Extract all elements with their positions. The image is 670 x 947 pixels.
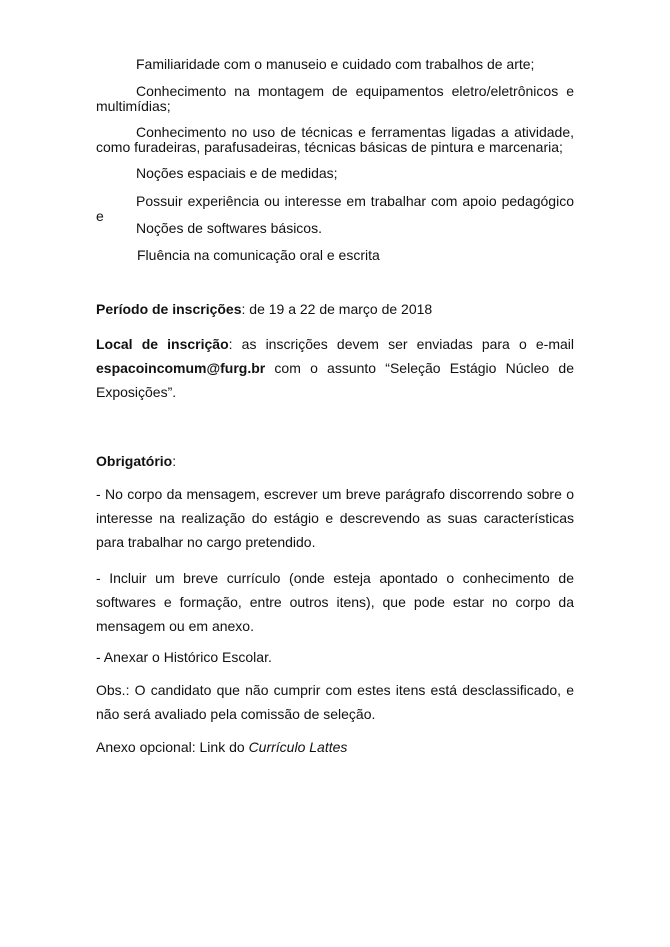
requirement: Possuir experiência ou interesse em trabalhar com apoio pedagógico e (96, 193, 574, 224)
email-link[interactable]: espacoincomum@furg.br (96, 360, 266, 376)
observation: Obs.: O candidato que não cumprir com estes itens está desclassificado, e não será avaliado pela comissão de seleção. (96, 682, 574, 722)
requirement: Conhecimento na montagem de equipamentos eletro/eletrônicos e multimídias; (96, 83, 574, 114)
registration-period: Período de inscrições: de 19 a 22 de março de 2018 (96, 301, 433, 317)
mandatory-item: - Anexar o Histórico Escolar. (96, 649, 272, 665)
requirement: Conhecimento no uso de técnicas e ferramentas ligadas a atividade, como furadeiras, parafusadeiras, técnicas básicas de pintura e marcenaria; (96, 124, 574, 155)
mandatory-heading: Obrigatório: (96, 453, 177, 469)
optional-annex: Anexo opcional: Link do Currículo Lattes (96, 739, 348, 755)
mandatory-item: - No corpo da mensagem, escrever um breve parágrafo discorrendo sobre o interesse na realização do estágio e descrevendo as suas características para trabalhar no cargo pretendido. (96, 486, 574, 550)
mandatory-item: - Incluir um breve currículo (onde esteja apontado o conhecimento de softwares e formação, entre outros itens), que pode estar no corpo da mensagem ou em anexo. (96, 570, 574, 634)
requirement: Familiaridade com o manuseio e cuidado com trabalhos de arte; (136, 56, 535, 72)
requirement: Noções espaciais e de medidas; (136, 165, 338, 181)
requirement: Fluência na comunicação oral e escrita (137, 247, 380, 263)
registration-location: Local de inscrição: as inscrições devem ser enviadas para o e-mail espacoincomum@furg.br com o assunto “Seleção Estágio Núcleo de Exposições”. (96, 336, 574, 400)
requirement: Noções de softwares básicos. (136, 220, 322, 236)
